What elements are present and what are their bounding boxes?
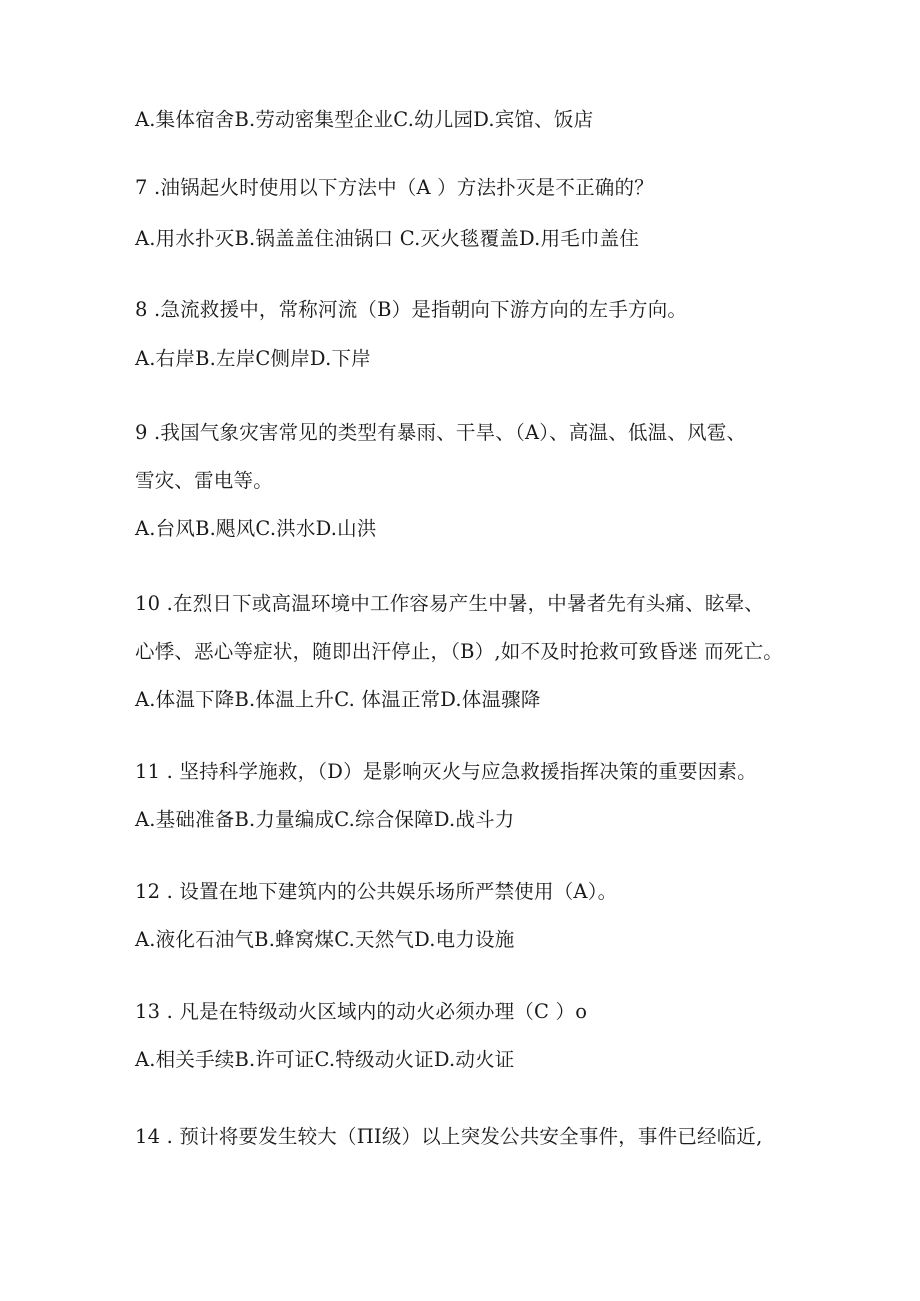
question-line: 12 . 设置在地下建筑内的公共娱乐场所严禁使用（A）。 (135, 880, 618, 903)
option-line: A.右岸B.左岸C侧岸D.下岸 (135, 347, 371, 370)
question-line: 14 . 预计将要发生较大（ΠI级）以上突发公共安全事件，事件已经临近, (135, 1125, 763, 1148)
question-line: 9 .我国气象灾害常见的类型有暴雨、干旱、（A）、高温、低温、风雹、 (135, 421, 747, 444)
question-line: 10 .在烈日下或高温环境中工作容易产生中暑，中暑者先有头痛、眩晕、 (135, 592, 765, 615)
option-line: A.液化石油气B.蜂窝煤C.天然气D.电力设施 (135, 928, 515, 951)
option-line: A.台风B.飓风C.洪水D.山洪 (135, 517, 377, 540)
question-line-continued: 心悸、恶心等症状，随即出汗停止，（B）,如不及时抢救可致昏迷 而死亡。 (135, 640, 783, 663)
question-line: 7 .油锅起火时使用以下方法中（A ）方法扑灭是不正确的？ (135, 176, 654, 199)
option-line: A.相关手续B.许可证C.特级动火证D.动火证 (135, 1048, 515, 1071)
option-line: A.用水扑灭B.锅盖盖住油锅口 C.灭火毯覆盖D.用毛巾盖住 (135, 227, 640, 250)
option-line: A.基础准备B.力量编成C.综合保障D.战斗力 (135, 808, 515, 831)
question-line: 11 . 坚持科学施救，（D）是影响灭火与应急救援指挥决策的重要因素。 (135, 760, 757, 783)
question-line-continued: 雪灾、雷电等。 (135, 469, 273, 492)
option-line: A.集体宿舍B.劳动密集型企业C.幼儿园D.宾馆、饭店 (135, 108, 594, 131)
question-line: 8 .急流救援中，常称河流（B）是指朝向下游方向的左手方向。 (135, 298, 688, 321)
question-line: 13 . 凡是在特级动火区域内的动火必须办理（C ）o (135, 1000, 588, 1023)
option-line: A.体温下降B.体温上升C. 体温正常D.体温骤降 (135, 688, 541, 711)
